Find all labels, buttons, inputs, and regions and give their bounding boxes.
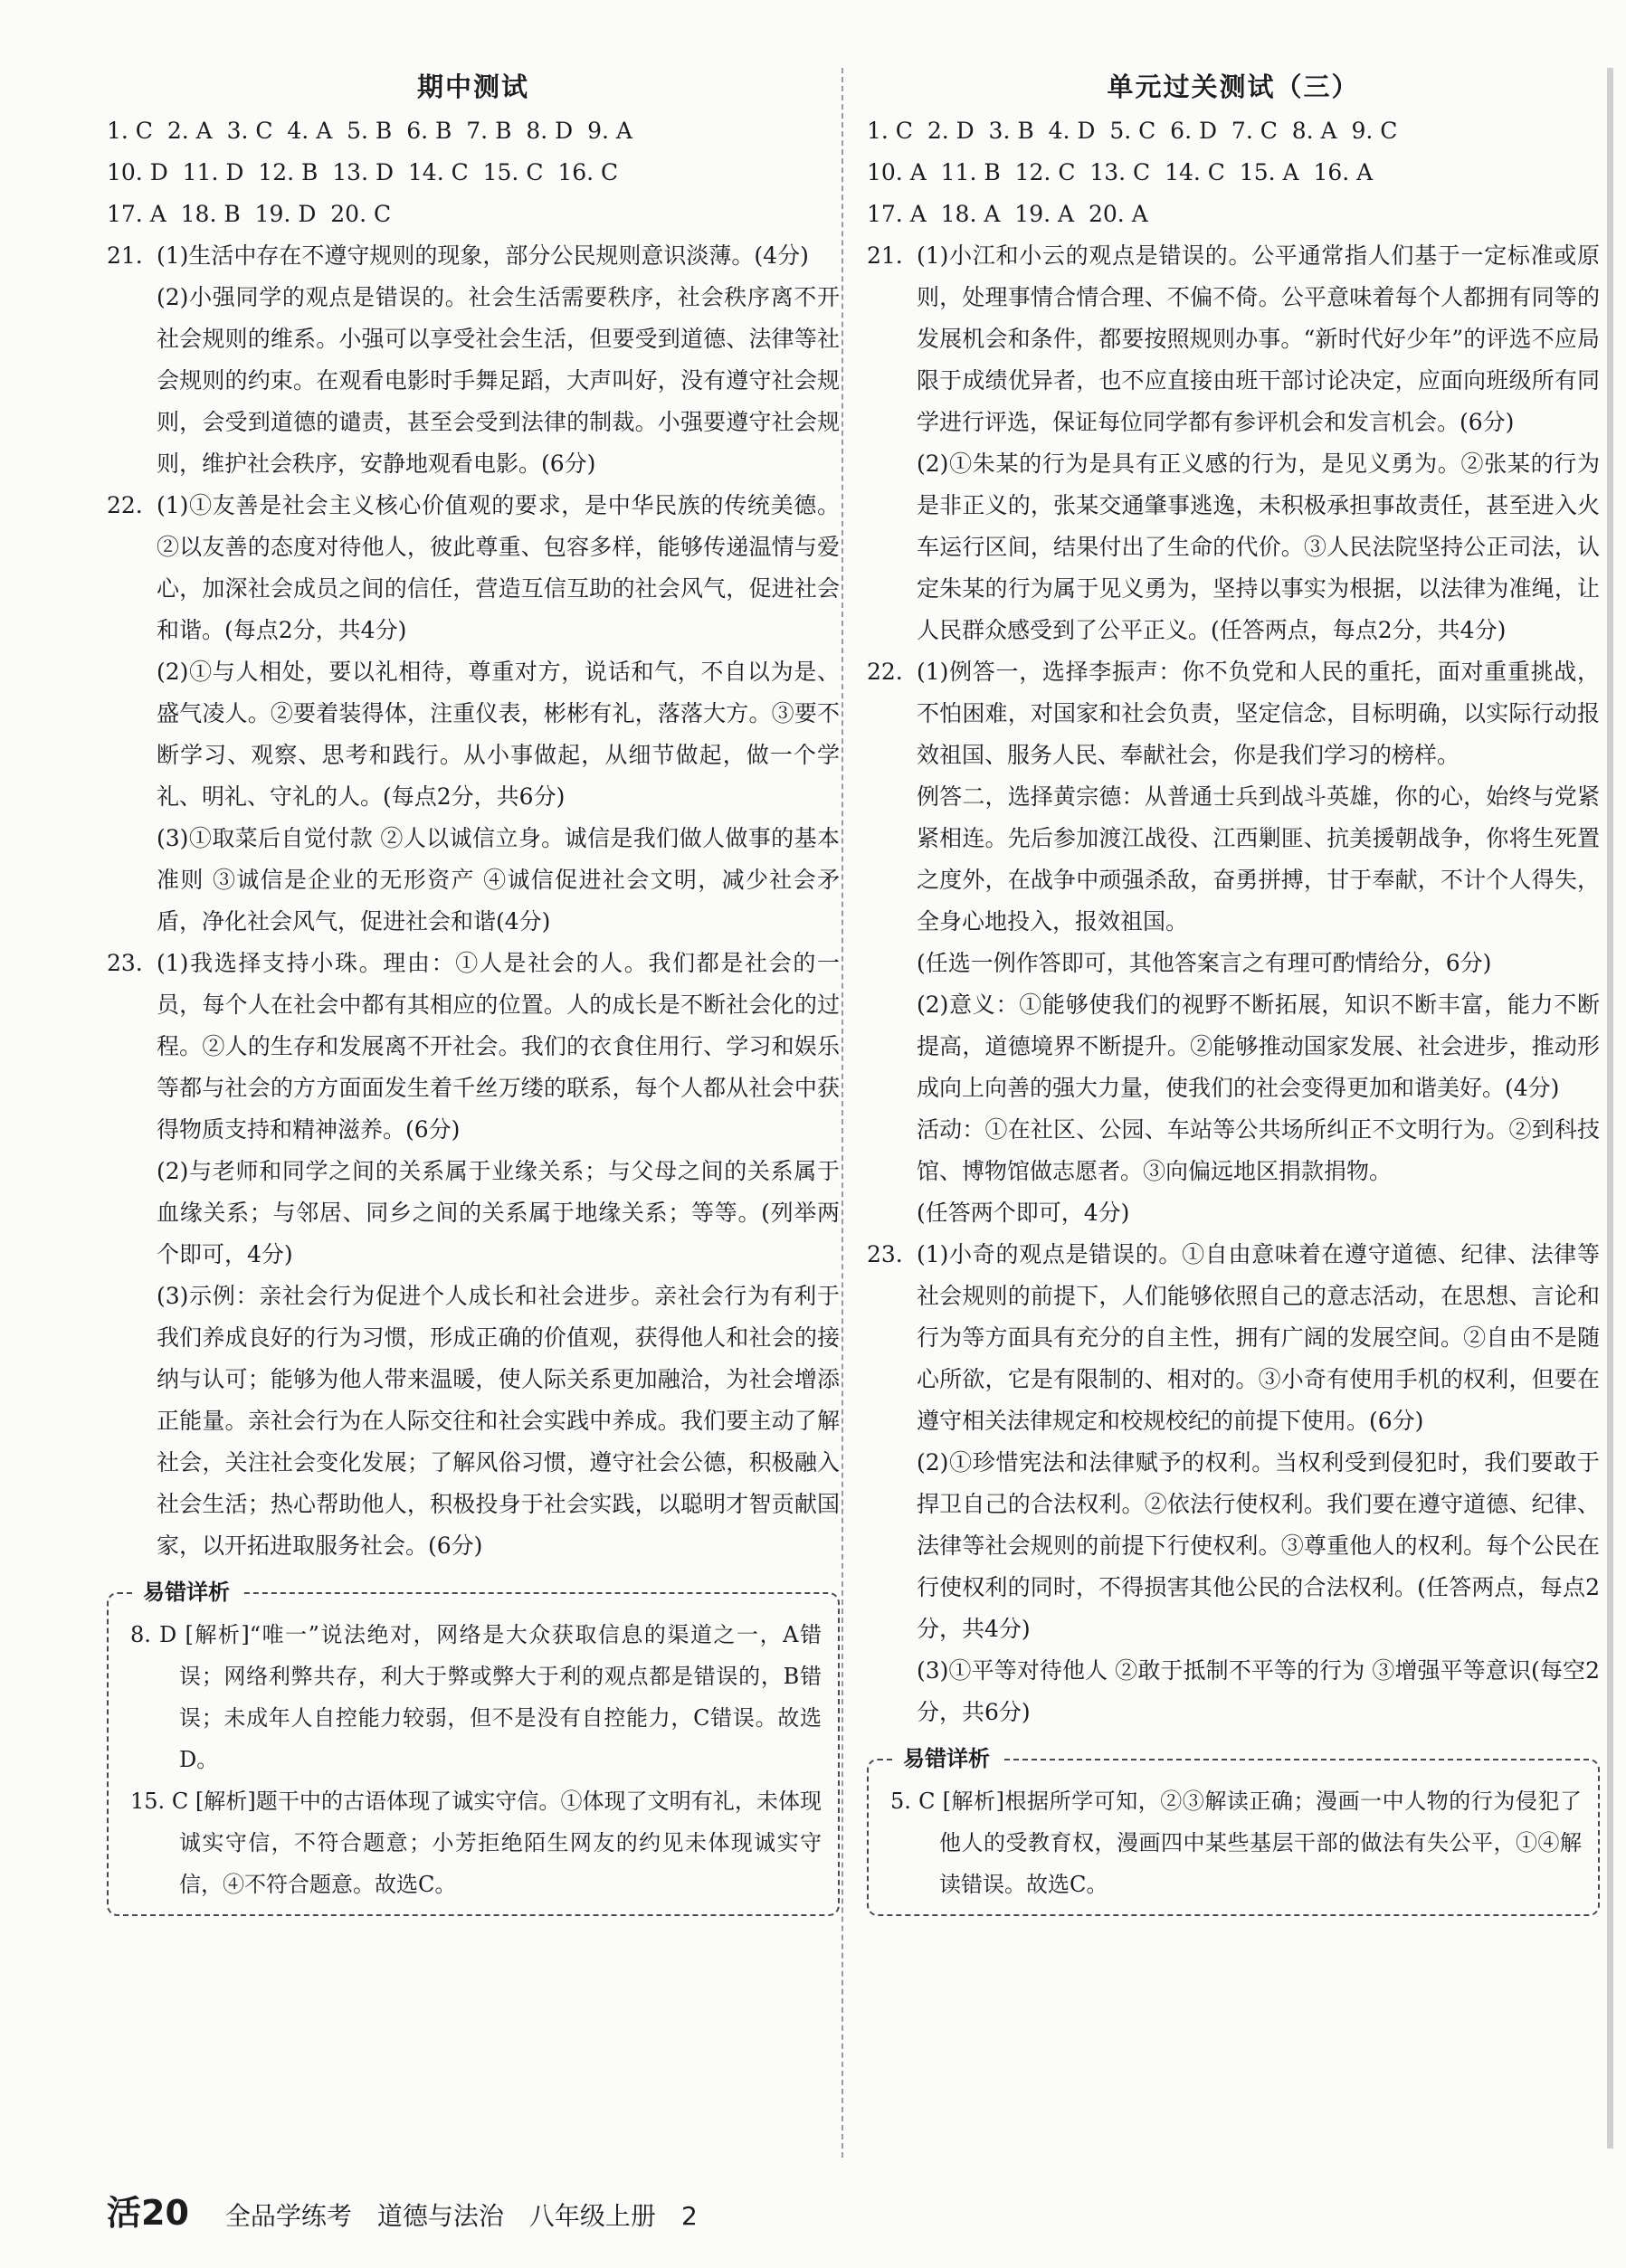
answer-row: 17. A 18. B 19. D 20. C — [107, 201, 392, 227]
question-number: 23. — [107, 950, 143, 976]
choice-answers — [867, 110, 1600, 235]
answer-paragraph: (任答两个即可，4分) — [917, 1200, 1130, 1226]
answer-paragraph: (2)与老师和同学之间的关系属于业缘关系；与父母之间的关系属于血缘关系；与邻居、同乡之间的关系属于地缘关系；等等。(列举两个即可，4分) — [157, 1158, 840, 1267]
error-analysis-box — [867, 1746, 1600, 1916]
box-title: 易错详析 — [132, 1576, 241, 1608]
question-22 — [107, 485, 840, 943]
answer-paragraph: (3)①取菜后自觉付款 ②人以诚信立身。诚信是我们做人做事的基本准则 ③诚信是企业的无形资产 ④诚信促进社会文明，减少社会矛盾，净化社会风气，促进社会和谐(4分) — [157, 825, 840, 935]
series-name: 全品学练考 — [224, 2201, 352, 2231]
answer-paragraph: (3)①平等对待他人 ②敢于抵制不平等的行为 ③增强平等意识(每空2分，共6分) — [917, 1657, 1600, 1725]
page-number: 2 — [680, 2201, 698, 2231]
answer-paragraph: (1)生活中存在不遵守规则的现象，部分公民规则意识淡薄。(4分) — [157, 242, 809, 269]
answer-row: 10. D 11. D 12. B 13. D 14. C 15. C 16. C — [107, 159, 619, 185]
answer-row: 1. C 2. D 3. B 4. D 5. C 6. D 7. C 8. A 9. C — [867, 118, 1398, 144]
brand-logo: 活20 — [107, 2193, 189, 2233]
right-column — [867, 63, 1600, 1916]
answer-paragraph: 例答二，选择黄宗德：从普通士兵到战斗英雄，你的心，始终与党紧紧相连。先后参加渡江战役、江西剿匪、抗美援朝战争，你将生死置之度外，在战争中顽强杀敌，奋勇拼搏，甘于奉献，不计个人得失，全身心地投入，报效祖国。 — [917, 783, 1600, 935]
choice-answers — [107, 110, 840, 235]
question-number: 21. — [107, 242, 143, 269]
answer-row: 10. A 11. B 12. C 13. C 14. C 15. A 16. A — [867, 159, 1374, 185]
section-title: 期中测试 — [416, 71, 529, 102]
question-23 — [867, 1234, 1600, 1733]
answer-paragraph: (2)①朱某的行为是具有正义感的行为，是见义勇为。②张某的行为是非正义的，张某交通肇事逃逸，未积极承担事故责任，甚至进入火车运行区间，结果付出了生命的代价。③人民法院坚持公正司法，认定朱某的行为属于见义勇为，坚持以事实为根据，以法律为准绳，让人民群众感受到了公平正义。(任答两点，每点2分，共4分) — [917, 451, 1600, 643]
answer-paragraph: (2)①与人相处，要以礼相待，尊重对方，说话和气，不自以为是、盛气凌人。②要着装得体，注重仪表，彬彬有礼，落落大方。③要不断学习、观察、思考和践行。从小事做起，从细节做起，做一个学礼、明礼、守礼的人。(每点2分，共6分) — [157, 659, 840, 810]
analysis-item: 8. D [解析]“唯一”说法绝对，网络是大众获取信息的渠道之一，A错误；网络利弊共存，利大于弊或弊大于利的观点都是错误的，B错误；未成年人自控能力较弱，但不是没有自控能力，C错误。故选D。 — [130, 1622, 822, 1772]
column-divider — [842, 68, 843, 2158]
answer-paragraph: (2)①珍惜宪法和法律赋予的权利。当权利受到侵犯时，我们要敢于捍卫自己的合法权利。②依法行使权利。我们要在遵守道德、纪律、法律等社会规则的前提下行使权利。③尊重他人的权利。每个公民在行使权利的同时，不得损害其他公民的合法权利。(任答两点，每点2分，共4分) — [917, 1449, 1600, 1642]
answer-row: 17. A 18. A 19. A 20. A — [867, 201, 1148, 227]
answer-paragraph: (1)小奇的观点是错误的。①自由意味着在遵守道德、纪律、法律等社会规则的前提下，人们能够依照自己的意志活动，在思想、言论和行为等方面具有充分的自主性，拥有广阔的发展空间。②自由不是随心所欲，它是有限制的、相对的。③小奇有使用手机的权利，但要在遵守相关法律规定和校规校纪的前提下使用。(6分) — [917, 1241, 1600, 1434]
question-number: 21. — [867, 242, 903, 269]
section-title: 单元过关测试（三） — [1107, 71, 1360, 102]
answer-paragraph: (1)例答一，选择李振声：你不负党和人民的重托，面对重重挑战，不怕困难，对国家和社会负责，坚定信念，目标明确，以实际行动报效祖国、服务人民、奉献社会，你是我们学习的榜样。 — [917, 659, 1600, 768]
question-22 — [867, 651, 1600, 1234]
answer-row: 1. C 2. A 3. C 4. A 5. B 6. B 7. B 8. D 9. A — [107, 118, 632, 144]
answer-paragraph: (3)示例：亲社会行为促进个人成长和社会进步。亲社会行为有利于我们养成良好的行为习惯，形成正确的价值观，获得他人和社会的接纳与认可；能够为他人带来温暖，使人际关系更加融洽，为社会增添正能量。亲社会行为在人际交往和社会实践中养成。我们要主动了解社会，关注社会变化发展；了解风俗习惯，遵守社会公德，积极融入社会生活；热心帮助他人，积极投身于社会实践，以聪明才智贡献国家，以开拓进取服务社会。(6分) — [157, 1283, 840, 1559]
answer-paragraph: (1)小江和小云的观点是错误的。公平通常指人们基于一定标准或原则，处理事情合情合理、不偏不倚。公平意味着每个人都拥有同等的发展机会和条件，都要按照规则办事。“新时代好少年”的评选不应局限于成绩优异者，也不应直接由班干部讨论决定，应面向班级所有同学进行评选，保证每位同学都有参评机会和发言机会。(6分) — [917, 242, 1600, 435]
answer-paragraph: (2)意义：①能够使我们的视野不断拓展，知识不断丰富，能力不断提高，道德境界不断提升。②能够推动国家发展、社会进步，推动形成向上向善的强大力量，使我们的社会变得更加和谐美好。(4分) — [917, 992, 1600, 1101]
grade-label: 八年级上册 — [528, 2201, 656, 2231]
question-21 — [867, 235, 1600, 651]
subject-name: 道德与法治 — [376, 2201, 504, 2231]
error-analysis-box — [107, 1580, 840, 1916]
analysis-item: 15. C [解析]题干中的古语体现了诚实守信。①体现了文明有礼，未体现诚实守信，不符合题意；小芳拒绝陌生网友的约见未体现诚实守信，④不符合题意。故选C。 — [130, 1789, 822, 1897]
answer-paragraph: (任选一例作答即可，其他答案言之有理可酌情给分，6分) — [917, 950, 1492, 976]
answer-paragraph: (1)①友善是社会主义核心价值观的要求，是中华民族的传统美德。②以友善的态度对待他人，彼此尊重、包容多样，能够传递温情与爱心，加深社会成员之间的信任，营造互信互助的社会风气，促进社会和谐。(每点2分，共4分) — [157, 492, 840, 643]
question-number: 22. — [107, 492, 143, 518]
question-23 — [107, 943, 840, 1567]
answer-paragraph: (1)我选择支持小珠。理由：①人是社会的人。我们都是社会的一员，每个人在社会中都有其相应的位置。人的成长是不断社会化的过程。②人的生存和发展离不开社会。我们的衣食住用行、学习和娱乐等都与社会的方方面面发生着千丝万缕的联系，每个人都从社会中获得物质支持和精神滋养。(6分) — [157, 950, 840, 1143]
question-number: 23. — [867, 1241, 903, 1267]
answer-paragraph: (2)小强同学的观点是错误的。社会生活需要秩序，社会秩序离不开社会规则的维系。小强可以享受社会生活，但要受到道德、法律等社会规则的约束。在观看电影时手舞足蹈，大声叫好，没有遵守社会规则，会受到道德的谴责，甚至会受到法律的制裁。小强要遵守社会规则，维护社会秩序，安静地观看电影。(6分) — [157, 284, 840, 477]
left-column — [107, 63, 840, 1916]
answer-paragraph: 活动：①在社区、公园、车站等公共场所纠正不文明行为。②到科技馆、博物馆做志愿者。③向偏远地区捐款捐物。 — [917, 1116, 1600, 1184]
page-footer — [107, 2185, 723, 2235]
edge-bar — [1607, 68, 1613, 2149]
question-number: 22. — [867, 659, 903, 685]
question-21 — [107, 235, 840, 485]
analysis-item: 5. C [解析]根据所学可知，②③解读正确；漫画一中人物的行为侵犯了他人的受教育权，漫画四中某些基层干部的做法有失公平，①④解读错误。故选C。 — [890, 1789, 1582, 1897]
box-title: 易错详析 — [892, 1742, 1001, 1775]
